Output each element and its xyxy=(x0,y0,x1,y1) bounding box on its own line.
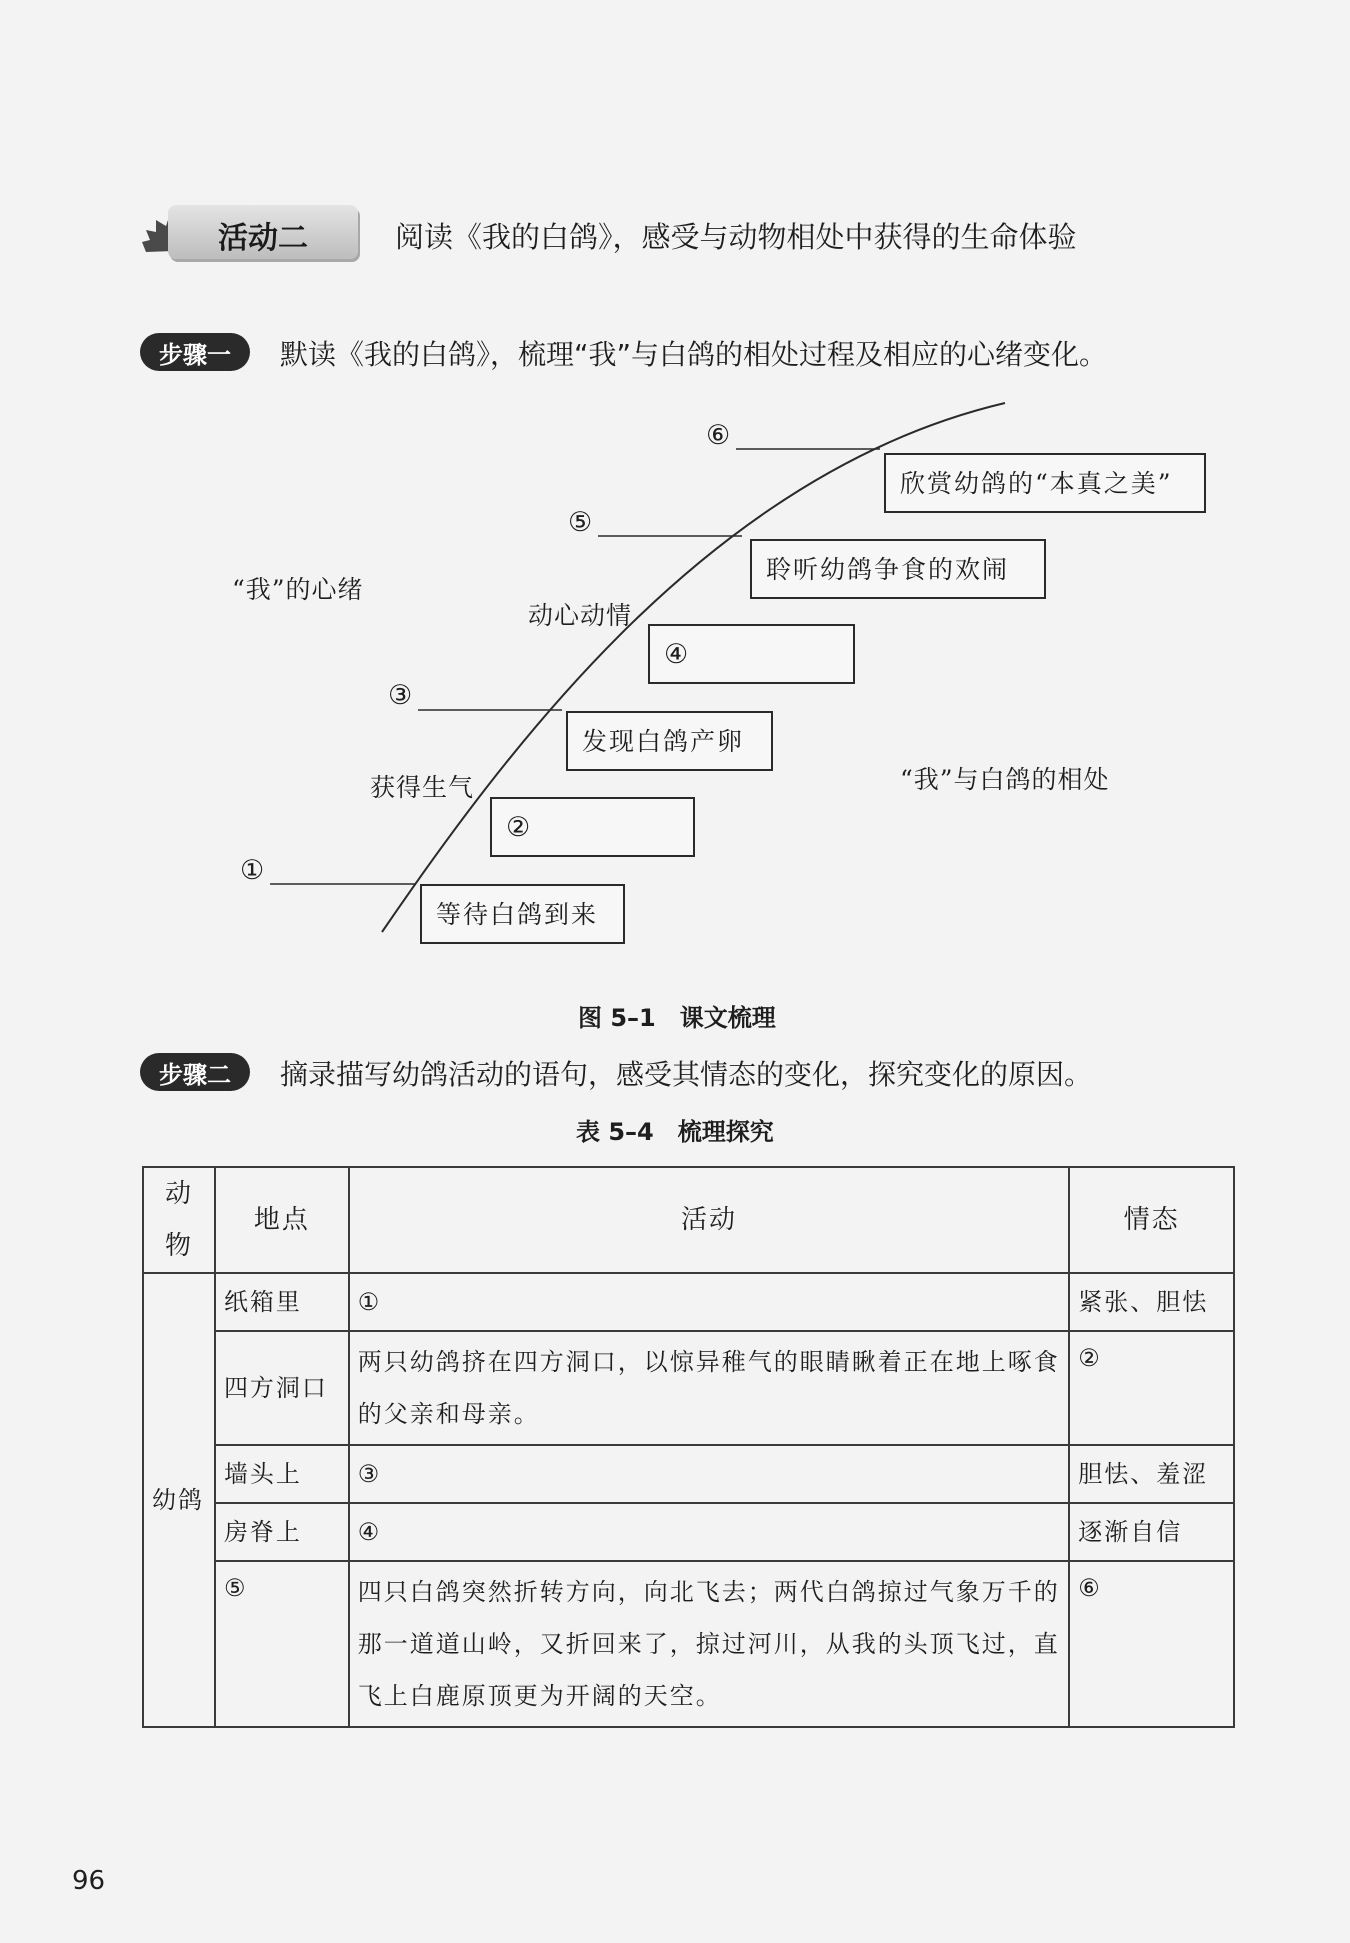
place-cell: 纸箱里 xyxy=(215,1273,349,1331)
mood-marker-5: ⑤ xyxy=(568,507,593,538)
activity-badge-label: 活动二 xyxy=(218,221,308,256)
step1-badge-label: 步骤一 xyxy=(159,341,231,369)
mood-marker-1: ① xyxy=(240,855,265,886)
place-cell: 四方洞口 xyxy=(215,1331,349,1445)
table-row xyxy=(143,1273,1234,1331)
step1-instruction: 默读《我的白鸽》，梳理“我”与白鸽的相处过程及相应的心绪变化。 xyxy=(280,338,1108,371)
place-cell: 房脊上 xyxy=(215,1503,349,1561)
stage-marker-4: ④ xyxy=(664,638,691,670)
stage-box-1 xyxy=(420,884,625,944)
table-row xyxy=(143,1561,1234,1727)
table-row xyxy=(143,1331,1234,1445)
step2-badge-label: 步骤二 xyxy=(159,1061,231,1089)
stage-text-3: 发现白鸽产卵 xyxy=(582,726,745,756)
activity-title: 阅读《我的白鸽》，感受与动物相处中获得的生命体验 xyxy=(395,220,1077,254)
activity-cell: ④ xyxy=(349,1503,1069,1561)
animal-cell: 幼鸽 xyxy=(143,1273,215,1727)
mood-axis-label: “我”的心绪 xyxy=(232,575,364,604)
table-row xyxy=(143,1445,1234,1503)
header-animal: 动物 xyxy=(143,1167,215,1273)
figure-caption: 图 5–1 课文梳理 xyxy=(578,1004,776,1032)
step2-badge xyxy=(140,1053,250,1091)
stage-marker-2: ② xyxy=(506,811,533,843)
state-cell: ② xyxy=(1069,1331,1234,1445)
mood-marker-6: ⑥ xyxy=(706,420,731,451)
stage-text-6: 欣赏幼鸽的“本真之美” xyxy=(900,468,1173,498)
step2-instruction: 摘录描写幼鸽活动的语句，感受其情态的变化，探究变化的原因。 xyxy=(280,1058,1093,1091)
stage-box-3 xyxy=(566,711,773,771)
stage-text-5: 聆听幼鸽争食的欢闹 xyxy=(766,554,1010,584)
page-number: 96 xyxy=(72,1866,106,1896)
stage-box-6 xyxy=(884,453,1206,513)
analysis-table xyxy=(142,1166,1235,1728)
activity-cell: ③ xyxy=(349,1445,1069,1503)
header-state: 情态 xyxy=(1069,1167,1234,1273)
mood-label-2: 获得生气 xyxy=(370,773,475,802)
stage-box-2 xyxy=(490,797,695,857)
state-cell: ⑥ xyxy=(1069,1561,1234,1727)
stage-text-1: 等待白鸽到来 xyxy=(436,899,599,929)
state-cell: 逐渐自信 xyxy=(1069,1503,1234,1561)
stage-box-4 xyxy=(648,624,855,684)
place-cell: 墙头上 xyxy=(215,1445,349,1503)
mood-label-4: 动心动情 xyxy=(528,601,633,630)
state-cell: 紧张、胆怯 xyxy=(1069,1273,1234,1331)
activity-cell: 四只白鸽突然折转方向，向北飞去；两代白鸽掠过气象万千的那一道道山岭，又折回来了，掠过河川，从我的头顶飞过，直飞上白鹿原顶更为开阔的天空。 xyxy=(349,1561,1069,1727)
activity-cell: 两只幼鸽挤在四方洞口，以惊异稚气的眼睛瞅着正在地上啄食的父亲和母亲。 xyxy=(349,1331,1069,1445)
interaction-axis-label: “我”与白鸽的相处 xyxy=(900,765,1110,794)
place-cell: ⑤ xyxy=(215,1561,349,1727)
stage-box-5 xyxy=(750,539,1046,599)
table-caption: 表 5–4 梳理探究 xyxy=(576,1118,774,1146)
header-place: 地点 xyxy=(215,1167,349,1273)
header-activity: 活动 xyxy=(349,1167,1069,1273)
table-header-row xyxy=(143,1167,1234,1273)
state-cell: 胆怯、羞涩 xyxy=(1069,1445,1234,1503)
table-row xyxy=(143,1503,1234,1561)
activity-cell: ① xyxy=(349,1273,1069,1331)
mood-marker-3: ③ xyxy=(388,680,413,711)
